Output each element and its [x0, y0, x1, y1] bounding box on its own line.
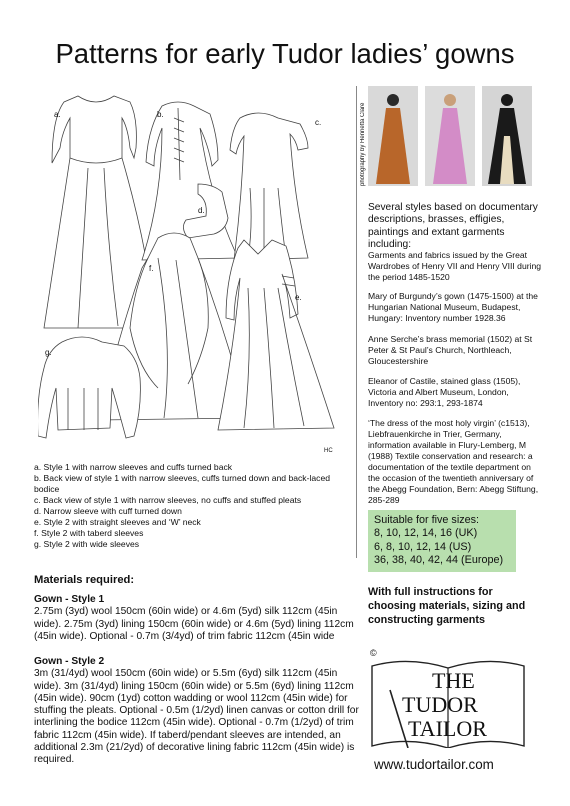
source-4: Eleanor of Castile, stained glass (1505), Victoria and Albert Museum, London, Inventory no: 293:1, 293-1874 [368, 376, 521, 408]
figure-label-b: b. [157, 110, 164, 119]
photo-orange-gown [368, 86, 418, 186]
caption-c: c. Back view of style 1 with narrow sleeves, no cuffs and stuffed pleats [34, 495, 302, 505]
gown-style-2 [34, 656, 359, 767]
source-1: Garments and fabrics issued by the Great Wardrobes of Henry VII and Henry VIII during the period 1485-1520 [368, 250, 542, 282]
figure-captions [34, 462, 352, 550]
gown-style-1-text: 2.75m (3yd) wool 150cm (60in wide) or 4.6m (5yd) silk 112cm (45in wide). 2.75m (3yd) lining 150cm (60in wide) or 4.6m (5yd) lining 112cm (45in wide). Optional - 0.7m (3/4yd) of trim fabric 112cm (45in wide [34, 606, 354, 642]
materials-heading: Materials required: [34, 574, 135, 586]
logo-line-the: THE [432, 668, 475, 693]
figure-label-g: g. [45, 348, 52, 357]
figure-label-e: e. [295, 293, 302, 302]
illustrator-signature: HC [324, 448, 333, 454]
copyright-symbol: © [370, 648, 377, 658]
caption-b: b. Back view of style 1 with narrow sleeves, cuffs turned down and back-laced bodice [34, 473, 330, 494]
instructions-note: With full instructions for choosing materials, sizing and constructing garments [368, 586, 526, 626]
source-3: Anne Serche’s brass memorial (1502) at St Peter & St Paul’s Church, Northleach, Gloucestershire [368, 334, 533, 366]
gown-illustrations [38, 88, 348, 460]
website-url[interactable]: www.tudortailor.com [374, 757, 494, 772]
sizes-title: Suitable for five sizes: [374, 514, 480, 526]
caption-g: g. Style 2 with wide sleeves [34, 539, 140, 549]
sizes-box [368, 510, 516, 572]
photo-credit: photography by Henrietta Clare [360, 102, 366, 186]
page-title: Patterns for early Tudor ladies’ gowns [55, 38, 515, 69]
photo-black-gown [482, 86, 532, 186]
caption-f: f. Style 2 with taberd sleeves [34, 528, 144, 538]
styles-intro: Several styles based on documentary descriptions, brasses, effigies, paintings and extant garments including: [368, 202, 538, 250]
gown-style-1 [34, 594, 359, 643]
source-5: ‘The dress of the most holy virgin’ (c1513), Liebfrauenkirche in Trier, Germany, information available in Flury-Lemberg, M (1988) Textile conservation and research: a documentation of the textile department on the occasion of the twentieth anniversary of the Abegg Foundation, Bern: Abegg Stiftung, 285-289 [368, 418, 539, 505]
photo-pink-gown [425, 86, 475, 186]
tudor-tailor-logo [368, 648, 528, 748]
figure-label-d: d. [198, 206, 205, 215]
gown-photos [368, 86, 536, 186]
column-divider [356, 86, 357, 558]
figure-label-a: a. [54, 110, 61, 119]
logo-line-tudor: TUDOR [402, 692, 478, 717]
figure-label-c: c. [315, 118, 322, 127]
caption-d: d. Narrow sleeve with cuff turned down [34, 506, 182, 516]
gown-style-2-title: Gown - Style 2 [34, 656, 105, 667]
sizes-us: 6, 8, 10, 12, 14 (US) [374, 540, 472, 553]
figure-label-f: f. [149, 264, 154, 273]
logo-line-tailor: TAILOR [408, 716, 487, 741]
caption-a: a. Style 1 with narrow sleeves and cuffs turned back [34, 462, 233, 472]
caption-e: e. Style 2 with straight sleeves and ‘W’ neck [34, 517, 201, 527]
sizes-uk: 8, 10, 12, 14, 16 (UK) [374, 527, 478, 540]
gown-style-2-text: 3m (31/4yd) wool 150cm (60in wide) or 5.5m (6yd) silk 112cm (45in wide). 3m (31/4yd) lining 150cm (60in wide) or 5.5m (6yd) lining 112cm (45in wide). 90cm (1yd) cotton wadding or wool 112cm (45in wide) for stuffing the pleats. Optional - 0.5m (1/2yd) linen canvas or cotton drill for interlining the bodice 112cm (45in wide). Optional - 0.7m (1/2yd) of trim fabric 112cm (45in wide). If taberd/pendant sleeves are intended, an additional 2.3m (21/2yd) of decorative lining fabric 112cm (45in wide) is required. [34, 668, 359, 766]
sizes-europe: 36, 38, 40, 42, 44 (Europe) [374, 554, 504, 567]
source-2: Mary of Burgundy’s gown (1475-1500) at the Hungarian National Museum, Budapest, Hungary: Inventory number 1928.36 [368, 291, 538, 323]
gown-style-1-title: Gown - Style 1 [34, 594, 105, 605]
